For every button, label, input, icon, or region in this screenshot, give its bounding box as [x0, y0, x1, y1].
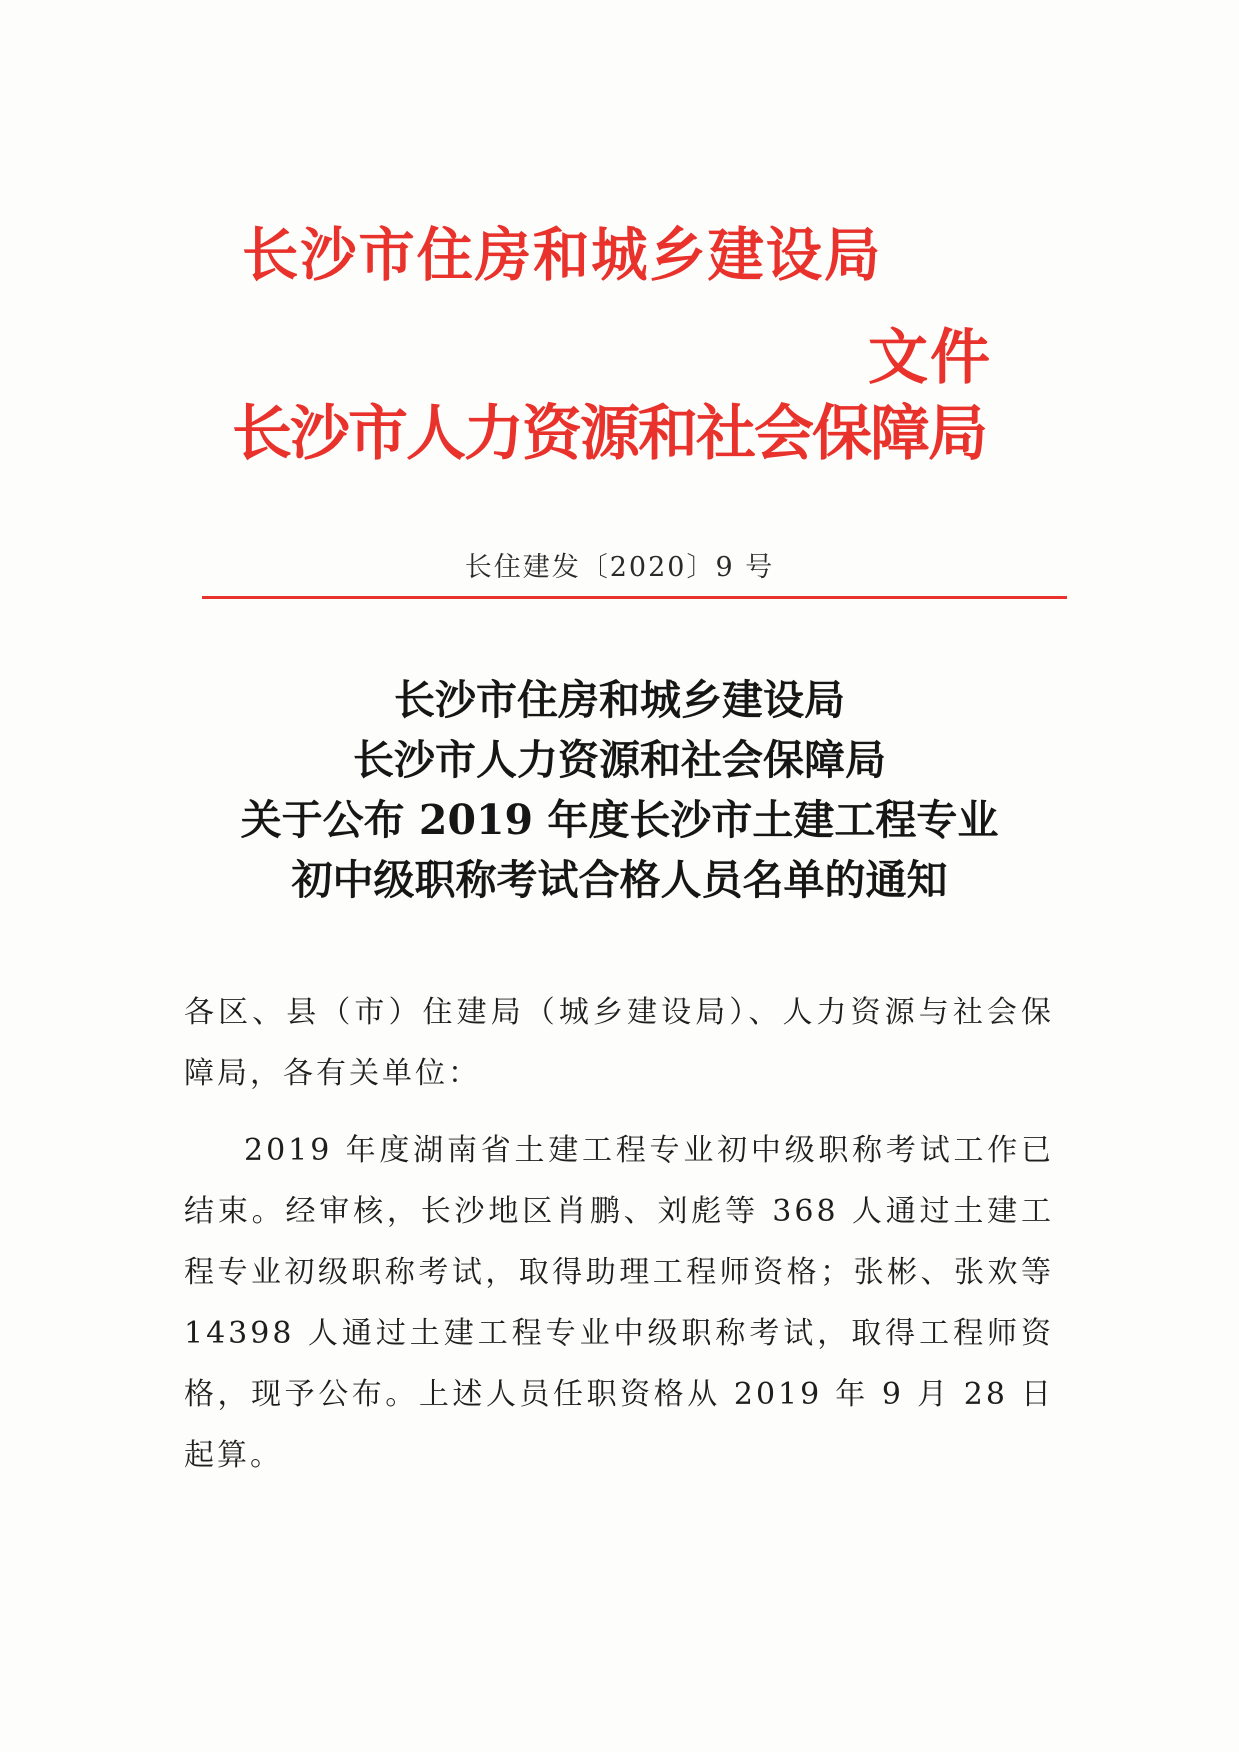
red-divider-line: [202, 596, 1067, 599]
document-title: [0, 670, 1239, 910]
title-line: 长沙市住房和城乡建设局: [394, 676, 845, 724]
document-number: 长住建发〔2020〕9 号: [464, 552, 775, 583]
body-paragraph: 2019 年度湖南省土建工程专业初中级职称考试工作已结束。经审核，长沙地区肖鹏、刘彪等 368 人通过土建工程专业初级职称考试，取得助理工程师资格；张彬、张欢等 14398 人通过土建工程专业中级职称考试，取得工程师资格，现予公布。上述人员任职资格从 2019 年 9 月 28 日起算。: [184, 1133, 1054, 1473]
salutation: 各区、县（市）住建局（城乡建设局）、人力资源与社会保障局，各有关单位：: [184, 995, 1054, 1091]
issuing-agency-hrss: 长沙市人力资源和社会保障局: [232, 399, 986, 469]
title-line: 初中级职称考试合格人员名单的通知: [291, 856, 948, 904]
issuing-agency-housing: 长沙市住房和城乡建设局: [242, 221, 883, 289]
document-type-label: 文件: [868, 323, 992, 393]
title-line: 关于公布 2019 年度长沙市土建工程专业: [240, 796, 999, 844]
title-line: 长沙市人力资源和社会保障局: [353, 736, 886, 784]
